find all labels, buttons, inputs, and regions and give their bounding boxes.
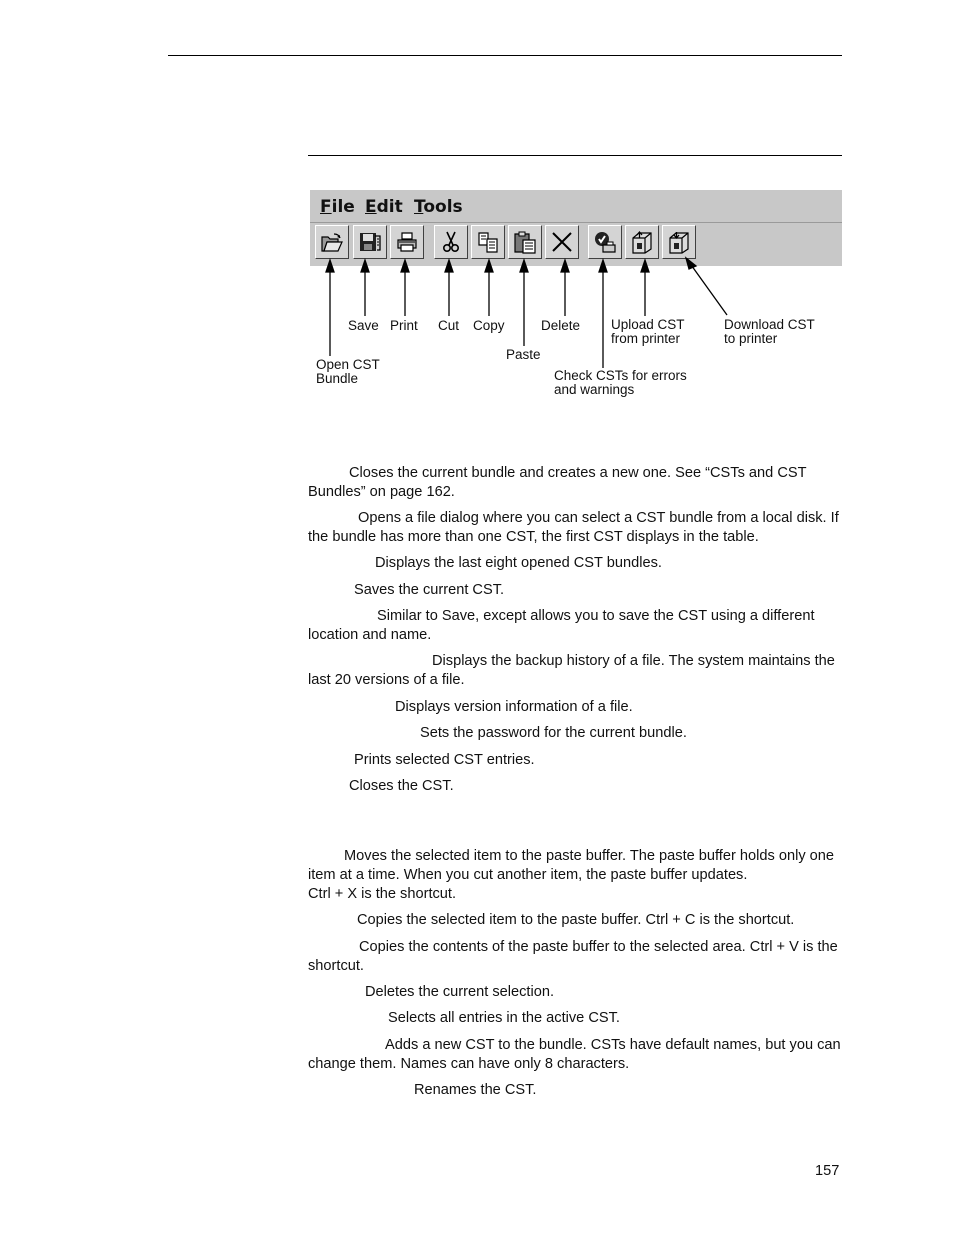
file-set-password-description: Sets the password for the current bundle. — [420, 725, 687, 741]
upload-printer-icon — [630, 230, 654, 254]
page-number: 157 — [815, 1163, 840, 1179]
edit-rename-description: Renames the CST. — [414, 1082, 537, 1098]
callout-copy: Copy — [473, 318, 505, 333]
printer-icon — [395, 230, 419, 254]
delete-x-icon — [550, 230, 574, 254]
open-folder-icon — [320, 230, 344, 254]
callout-upload-cst: Upload CST from printer — [611, 317, 685, 346]
edit-copy-description: Copies the selected item to the paste buffer. Ctrl + C is the shortcut. — [357, 912, 795, 928]
top-rule — [168, 55, 842, 56]
file-print-description: Prints selected CST entries. — [354, 752, 535, 768]
menu-tools[interactable]: Tools — [414, 197, 463, 217]
paste-clipboard-icon — [513, 230, 537, 254]
download-cst-button[interactable] — [662, 225, 696, 259]
section-rule — [308, 155, 842, 156]
paste-button[interactable] — [508, 225, 542, 259]
callout-paste: Paste — [506, 347, 541, 362]
file-version-info-description: Displays version information of a file. — [395, 699, 633, 715]
callout-open-cst-bundle: Open CST Bundle — [316, 357, 380, 386]
save-disk-icon — [358, 230, 382, 254]
cut-button[interactable] — [434, 225, 468, 259]
print-button[interactable] — [390, 225, 424, 259]
edit-add-cst-description: Adds a new CST to the bundle. CSTs have default names, but you can change them. Names can have only 8 characters. — [308, 1037, 841, 1072]
upload-cst-button[interactable] — [625, 225, 659, 259]
edit-paste-description: Copies the contents of the paste buffer to the selected area. Ctrl + V is the shortcut. — [308, 939, 838, 974]
file-save-description: Saves the current CST. — [354, 582, 505, 598]
edit-delete-description: Deletes the current selection. — [365, 984, 555, 1000]
download-printer-icon — [667, 230, 691, 254]
file-save-as-description: Similar to Save, except allows you to save the CST using a different location and name. — [308, 608, 815, 643]
callout-delete: Delete — [541, 318, 581, 333]
cst-editor-window — [310, 190, 842, 266]
edit-select-all-description: Selects all entries in the active CST. — [388, 1010, 620, 1026]
file-new-description: Closes the current bundle and creates a new one. See “CSTs and CST Bundles” on page 162. — [308, 465, 807, 500]
callout-check-csts: Check CSTs for errors and warnings — [554, 368, 687, 397]
copy-pages-icon — [476, 230, 500, 254]
check-csts-button[interactable] — [588, 225, 622, 259]
menu-bar — [310, 190, 842, 223]
open-bundle-button[interactable] — [315, 225, 349, 259]
check-errors-icon — [593, 230, 617, 254]
file-close-description: Closes the CST. — [349, 778, 454, 794]
copy-button[interactable] — [471, 225, 505, 259]
file-recent-description: Displays the last eight opened CST bundles. — [375, 555, 662, 571]
callout-save: Save — [348, 318, 379, 333]
delete-button[interactable] — [545, 225, 579, 259]
menu-edit[interactable]: Edit — [365, 197, 403, 217]
save-button[interactable] — [353, 225, 387, 259]
file-backup-history-description: Displays the backup history of a file. The system maintains the last 20 versions of a file. — [308, 653, 835, 688]
file-open-description: Opens a file dialog where you can select a CST bundle from a local disk. If the bundle has more than one CST, the first CST displays in the table. — [308, 510, 839, 545]
scissors-icon — [439, 230, 463, 254]
leader-download — [689, 262, 727, 315]
edit-cut-description: Moves the selected item to the paste buffer. The paste buffer holds only one item at a time. When you cut another item, the paste buffer updates. Ctrl + X is the shortcut. — [308, 848, 835, 902]
callout-print: Print — [390, 318, 418, 333]
menu-file[interactable]: File — [320, 197, 355, 217]
callout-download-cst: Download CST to printer — [724, 317, 815, 346]
callout-cut: Cut — [438, 318, 460, 333]
